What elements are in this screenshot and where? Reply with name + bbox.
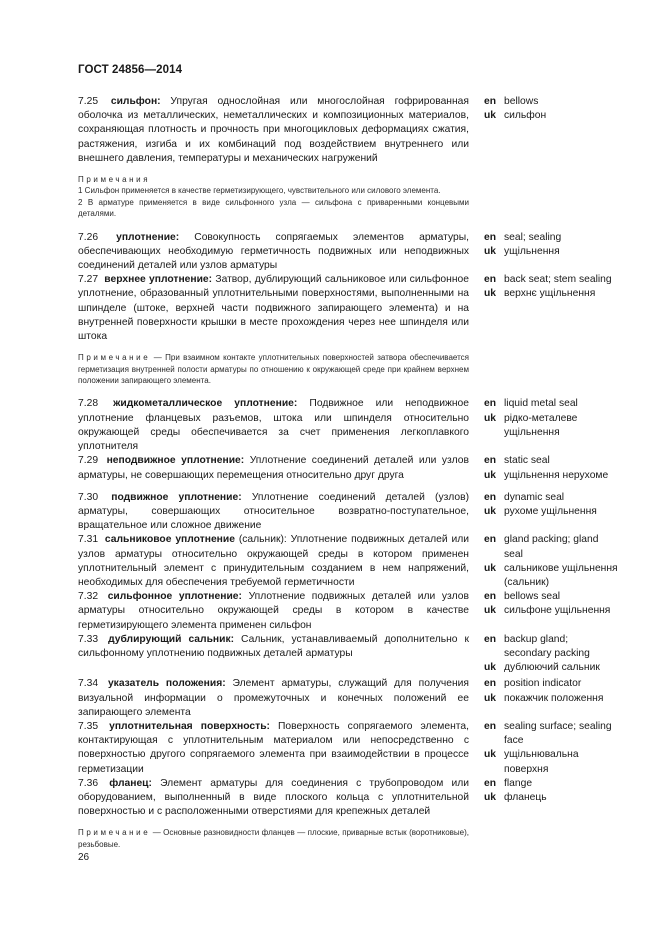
- term-entry-7-33: [78, 633, 618, 676]
- note-item: 2 В арматуре применяется в виде сильфонного узла — сильфона с приваренными концевыми деталями.: [78, 197, 469, 219]
- note-title: Примечание: [78, 828, 151, 838]
- definition: 7.25 сильфон: Упругая однослойная или многослойная гофрированная оболочка из металлических, неметаллических и композиционных материалов, сохраняющая плотность и прочность при многоцикловых деформациях сжатия, растяжения, изгиба и их комбинаций под воздействием внутреннего или внешнего давления, температуры и механических нагружений: [78, 96, 469, 164]
- en-equivalent: backup gland; secondary packing: [504, 633, 590, 659]
- definition: 7.28 жидкометаллическое уплотнение: Подвижное или неподвижное уплотнение фланцевых разъемов, штока или шпинделя относительно окружающей среды обеспечивается за счет применения легкоплавкого уплотнителя: [78, 398, 469, 453]
- note-item: 1 Сильфон применяется в качестве герметизирующего, чувствительного или силового элемента.: [78, 186, 441, 196]
- en-equivalent: bellows: [504, 96, 539, 107]
- equivalents: en bellows seal uk сильфоне ущільнення: [484, 590, 618, 618]
- en-equivalent: seal; sealing: [504, 231, 562, 243]
- term-entry-7-35: [78, 720, 618, 777]
- note-text: — Основные разновидности фланцев — плоские, приварные встык (воротниковые), резьбовые.: [78, 828, 469, 849]
- uk-equivalent: ущільнювальна поверхня: [504, 749, 579, 775]
- definition: 7.27 верхнее уплотнение: Затвор, дублирующий сальниковое или сильфонное уплотнение, образованный уплотнительными поверхностями, выполненными на шпинделе (штоке, верхней части подвижного запирающего элемента) и на внутренней поверхности крышки в месте прохождения через нее шпинделя или штока: [78, 274, 469, 343]
- term-entry-7-30: [78, 491, 618, 534]
- definition: 7.32 сильфонное уплотнение: Уплотнение подвижных деталей или узлов арматуры относительно окружающей среды в котором в качестве герметизирующего элемента применен сильфон: [78, 591, 469, 631]
- term-entry-7-31: [78, 533, 618, 590]
- term: подвижное уплотнение:: [111, 491, 242, 503]
- en-equivalent: gland packing; gland seal: [504, 534, 599, 560]
- term: жидкометаллическое уплотнение:: [113, 398, 298, 410]
- en-equivalent: dynamic seal: [504, 491, 565, 503]
- page-number: 26: [78, 852, 90, 863]
- en-equivalent: flange: [504, 777, 533, 789]
- note-text: — При взаимном контакте уплотнительных поверхностей затвора обеспечивается герметизация внутренней полости арматуры по отношению к окружающей среде при крайнем верхнем положении запирающего элемента.: [78, 353, 469, 386]
- en-equivalent: static seal: [504, 455, 550, 467]
- note-7-25: [78, 174, 469, 220]
- note-7-27: [78, 352, 469, 386]
- equivalents: en seal; sealing uk ущільнення: [484, 231, 618, 259]
- document-body: [78, 95, 618, 850]
- uk-equivalent: рідко-металеве ущільнення: [504, 412, 578, 438]
- uk-equivalent: ущільнення нерухоме: [504, 469, 609, 481]
- equivalents: en sealing surface; sealing face uk ущільнювальна поверхня: [484, 720, 618, 777]
- equivalents: en liquid metal seal uk рідко-металеве ущільнення: [484, 397, 618, 440]
- definition: 7.36 фланец: Элемент арматуры для соединения с трубопроводом или оборудованием, выполненный в виде плоского кольца с уплотнительной поверхностью и с расположенными отверстиями для крепежных деталей: [78, 777, 469, 818]
- definition: 7.35 уплотнительная поверхность: Поверхность сопрягаемого элемента, контактирующая с уплотнительным материалом или непосредственно с поверхностью другого сопрягаемого элемента при взаимодействии в процессе герметизации: [78, 720, 469, 775]
- term-entry-7-34: [78, 677, 618, 720]
- uk-equivalent: сальникове ущільнення (сальник): [504, 562, 618, 588]
- equivalents: en bellows uk сильфон: [484, 95, 618, 123]
- term: неподвижное уплотнение:: [106, 455, 245, 467]
- en-equivalent: liquid metal seal: [504, 398, 578, 410]
- uk-equivalent: сильфон: [504, 110, 547, 122]
- uk-equivalent: верхнє ущільнення: [504, 288, 596, 300]
- definition: 7.30 подвижное уплотнение: Уплотнение соединений деталей (узлов) арматуры, совершающих относительное возвратно-поступательное, вращательное или сложное движение: [78, 491, 469, 532]
- equivalents: en dynamic seal uk рухоме ущільнення: [484, 491, 618, 519]
- term: дублирующий сальник:: [108, 633, 235, 645]
- equivalents: en gland packing; gland seal uk сальникове ущільнення (сальник): [484, 533, 618, 590]
- term: верхнее уплотнение:: [104, 274, 213, 286]
- term-entry-7-32: [78, 590, 618, 633]
- term: сильфон:: [110, 96, 161, 107]
- uk-equivalent: дублюючий сальник: [504, 662, 600, 674]
- en-equivalent: sealing surface; sealing face: [504, 720, 612, 747]
- note-title: Примечание: [78, 353, 151, 363]
- definition: 7.29 неподвижное уплотнение: Уплотнение соединений деталей или узлов арматуры, не совершающих перемещения относительно друг друга: [78, 455, 469, 481]
- definition: 7.34 указатель положения: Элемент арматуры, служащий для получения визуальной информации о промежуточных и конечных положений ее запирающего элемента: [78, 678, 469, 718]
- definition: 7.33 дублирующий сальник: Сальник, устанавливаемый дополнительно к сильфонному уплотнению подвижных деталей арматуры: [78, 633, 469, 659]
- uk-equivalent: фланець: [504, 791, 547, 803]
- page-header: ГОСТ 24856—2014: [78, 64, 183, 76]
- term: уплотнительная поверхность:: [109, 720, 270, 732]
- equivalents: en static seal uk ущільнення нерухоме: [484, 454, 618, 482]
- equivalents: en backup gland; secondary packing uk дублюючий сальник: [484, 633, 618, 676]
- uk-equivalent: рухоме ущільнення: [504, 505, 597, 517]
- uk-equivalent: ущільнення: [504, 245, 560, 257]
- term-entry-7-25: [78, 95, 618, 166]
- term: сильфонное уплотнение:: [107, 591, 242, 603]
- term-entry-7-26: [78, 231, 618, 274]
- equivalents: en flange uk фланець: [484, 777, 618, 805]
- equivalents: en position indicator uk покажчик положення: [484, 677, 618, 705]
- term: фланец:: [109, 777, 152, 789]
- note-7-36: [78, 827, 469, 850]
- uk-equivalent: сильфоне ущільнення: [504, 605, 611, 617]
- definition: 7.26 уплотнение: Совокупность сопрягаемых элементов арматуры, обеспечивающих необходимую герметичность подвижных или неподвижных соединений деталей или узлов арматуры: [78, 231, 469, 272]
- term-entry-7-27: [78, 273, 618, 344]
- term-entry-7-36: [78, 777, 618, 820]
- term-entry-7-29: [78, 454, 618, 482]
- term: сальниковое уплотнение: [104, 534, 235, 546]
- term: указатель положения:: [107, 678, 226, 690]
- en-equivalent: position indicator: [504, 678, 582, 690]
- uk-equivalent: покажчик положення: [504, 692, 604, 704]
- note-title: Примечания: [78, 175, 151, 185]
- equivalents: en back seat; stem sealing uk верхнє ущільнення: [484, 273, 618, 301]
- term: уплотнение:: [116, 231, 180, 243]
- definition: 7.31 сальниковое уплотнение (сальник): Уплотнение подвижных деталей или узлов арматуры относительно окружающей среды в котором применен уплотнительный элемент с принудительным созданием в нем напряжений, необходимых для обеспечения требуемой герметичности: [78, 534, 469, 588]
- en-equivalent: bellows seal: [504, 591, 561, 603]
- en-equivalent: back seat; stem sealing: [504, 274, 612, 286]
- term-entry-7-28: [78, 397, 618, 454]
